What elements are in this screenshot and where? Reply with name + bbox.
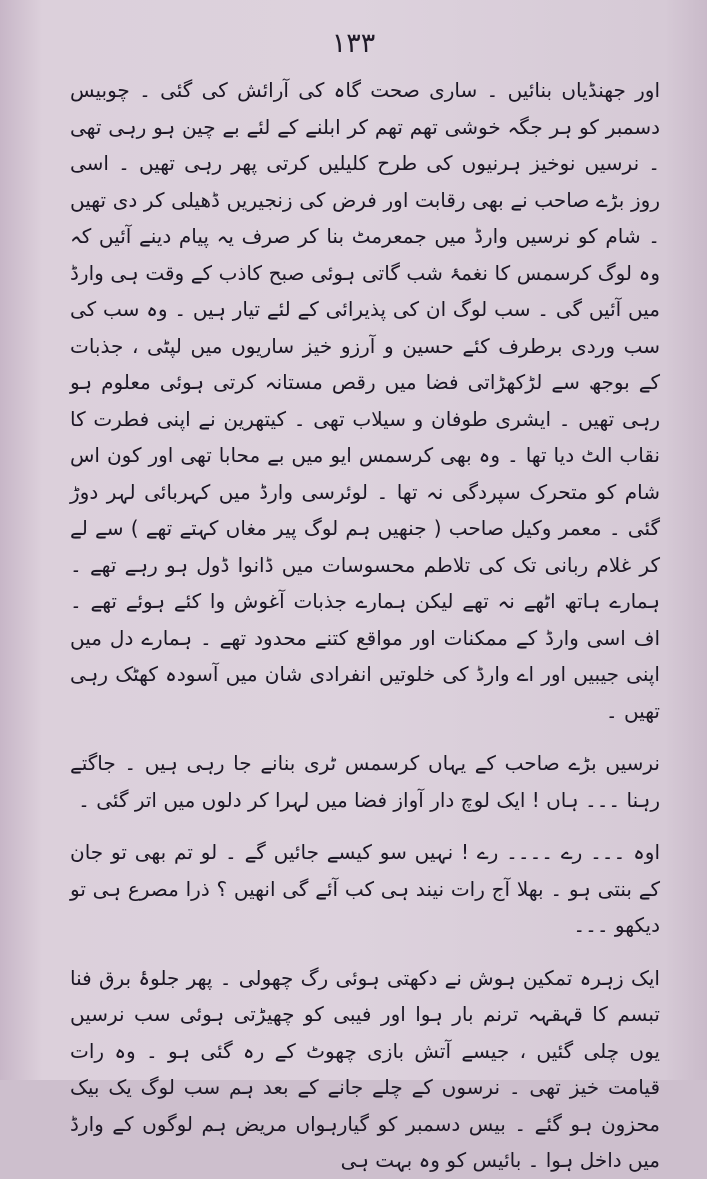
page-number: ۱۳۳ bbox=[331, 28, 376, 59]
paragraph-3: اوہ ۔۔۔ رے ۔۔۔۔ رے ! نہیں سو کیسے جائیں گے ۔ لو تم بھی تو جان کے بنتی ہو ۔ بھلا آج رات نیند ہی کب آئے گی انھیں ؟ ذرا مصرع ہی تو دیکھو ۔۔۔ bbox=[70, 840, 660, 937]
paragraph-gap bbox=[70, 729, 660, 745]
urdu-text-body bbox=[70, 72, 660, 1179]
paragraph-1: اور جھنڈیاں بنائیں ۔ ساری صحت گاہ کی آرائش کی گئی ۔ چوبیس دسمبر کو ہر جگہ خوشی تھم تھم کر ابلنے کے لئے بے چین ہو رہی تھی ۔ نرسیں نوخیز ہرنیوں کی طرح کلیلیں کرتی پھر رہی تھیں ۔ اسی روز بڑے صاحب نے بھی رقابت اور فرض کی زنجیریں ڈھیلی کر دی تھیں ۔ شام کو نرسیں وارڈ میں جمعرمٹ بنا کر صرف یہ پیام دینے آئیں کہ وہ لوگ کرسمس کا نغمۂ شب گاتی ہوئی صبح کاذب کے وقت ہی وارڈ میں آئیں گی ۔ سب لوگ ان کی پذیرائی کے لئے تیار ہیں ۔ وہ سب کی سب وردی برطرف کئے حسین و آرزو خیز ساریوں میں لپٹی ، جذبات کے بوجھ سے لڑکھڑاتی فضا میں رقص مستانہ کرتی ہوئی معلوم ہو رہی تھیں ۔ ایشری طوفان و سیلاب تھی ۔ کیتھرین نے اپنی فطرت کا نقاب الٹ دیا تھا ۔ وہ بھی کرسمس ایو میں بے محابا تھی اور کون اس شام کو متحرک سپردگی نہ تھا ۔ لوئرسی وارڈ میں کہربائی لہر دوڑ گئی ۔ معمر وکیل صاحب ( جنھیں ہم لوگ پیر مغاں کہتے تھے ) سے لے کر غلام ربانی تک کی تلاطم محسوسات میں ڈانوا ڈول ہو رہے تھے ۔ ہمارے ہاتھ اٹھے نہ تھے لیکن ہمارے جذبات آغوش وا کئے ہوئے تھے ۔ اف اسی وارڈ کے ممکنات اور مواقع کتنے محدود تھے ۔ ہمارے دل میں اپنی جیبیں اور اے وارڈ کی خلوتیں انفرادی شان میں آسودہ کھٹک رہی تھیں ۔ bbox=[70, 78, 660, 723]
paragraph-gap bbox=[70, 944, 660, 960]
paragraph-4: ایک زہرہ تمکین ہوش نے دکھتی ہوئی رگ چھولی ۔ پھر جلوۂ برق فنا تبسم کا قہقہہ ترنم بار ہوا اور فیبی کو چھیڑتی ہوئی سب نرسیں یوں چلی گئیں ، جیسے آتش بازی چھوٹ کے رہ گئی ہو ۔ وہ رات قیامت خیز تھی ۔ نرسوں کے چلے جانے کے بعد ہم سب لوگ یک بیک محزون ہو گئے ۔ بیس دسمبر کو گیارہواں مریض ہم لوگوں کے وارڈ میں داخل ہوا ۔ بائیس کو وہ بہت ہی bbox=[70, 965, 660, 1172]
paragraph-2: نرسیں بڑے صاحب کے یہاں کرسمس ٹری بنانے جا رہی ہیں ۔ جاگتے رہنا ۔۔۔ ہاں ! ایک لوچ دار آواز فضا میں لہرا کر دلوں میں اتر گئی ۔ bbox=[70, 751, 660, 812]
paragraph-gap bbox=[70, 818, 660, 834]
